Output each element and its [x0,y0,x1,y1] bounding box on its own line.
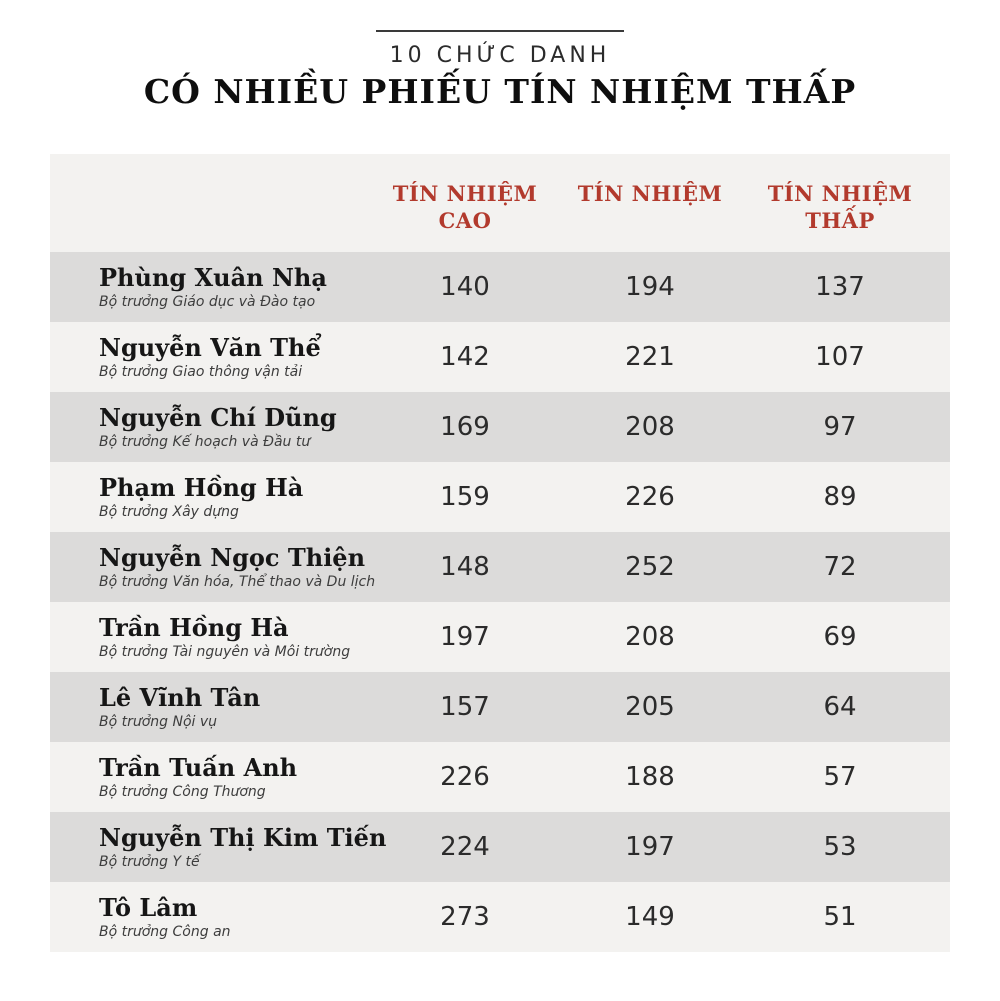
value-tin-nhiem-thap: 72 [823,552,857,582]
value-tin-nhiem-thap: 69 [823,622,857,652]
value-tin-nhiem-cao: 226 [440,762,490,792]
value-tin-nhiem-cao: 197 [440,622,490,652]
value-tin-nhiem-cao: 140 [440,272,490,302]
table-row [50,392,950,462]
value-tin-nhiem-thap: 51 [823,902,857,932]
header-label: TÍN NHIỆM [577,181,723,206]
value-tin-nhiem-thap: 107 [815,342,865,372]
value-tin-nhiem-thap: 89 [823,482,857,512]
value-tin-nhiem-cao: 273 [440,902,490,932]
value-tin-nhiem-thap: 64 [823,692,857,722]
value-tin-nhiem: 208 [625,412,675,442]
table-header-row [50,154,950,252]
person-role: Bộ trưởng Giao thông vận tải [99,363,303,380]
title-divider [376,30,624,32]
person-cell [50,474,360,520]
table-row [50,742,950,812]
person-role: Bộ trưởng Công an [99,923,231,940]
value-tin-nhiem-thap: 57 [823,762,857,792]
person-role: Bộ trưởng Kế hoạch và Đầu tư [99,433,311,450]
table-row [50,462,950,532]
confidence-vote-table [50,154,950,952]
header-tin-nhiem-cao [360,154,570,235]
person-cell [50,614,360,660]
value-tin-nhiem: 208 [625,622,675,652]
table-row [50,602,950,672]
table-row [50,672,950,742]
person-role: Bộ trưởng Y tế [99,853,200,870]
person-cell [50,823,387,870]
value-tin-nhiem-cao: 159 [440,482,490,512]
person-name: Lê Vĩnh Tân [99,683,261,713]
person-name: Nguyễn Ngọc Thiện [99,543,366,573]
value-tin-nhiem-cao: 169 [440,412,490,442]
person-cell [50,264,360,310]
person-role: Bộ trưởng Văn hóa, Thể thao và Du lịch [99,573,376,590]
person-cell [50,894,360,940]
value-tin-nhiem-cao: 157 [440,692,490,722]
value-tin-nhiem-thap: 53 [823,832,857,862]
title-eyebrow: 10 CHỨC DANH [389,43,611,68]
table-row [50,812,950,882]
person-cell [50,334,360,380]
person-role: Bộ trưởng Công Thương [99,783,266,800]
table-row [50,252,950,322]
person-role: Bộ trưởng Xây dựng [99,503,239,520]
table-row [50,882,950,952]
value-tin-nhiem: 226 [625,482,675,512]
value-tin-nhiem: 197 [625,832,675,862]
person-name: Nguyễn Chí Dũng [99,403,337,433]
person-name: Nguyễn Văn Thể [99,333,321,363]
value-tin-nhiem: 221 [625,342,675,372]
person-name: Trần Tuấn Anh [99,753,298,783]
value-tin-nhiem: 194 [625,272,675,302]
title-block [0,0,1000,111]
value-tin-nhiem-cao: 224 [440,832,490,862]
value-tin-nhiem: 252 [625,552,675,582]
header-label: TÍN NHIỆM THẤP [767,181,913,234]
person-role: Bộ trưởng Nội vụ [99,713,218,730]
person-name: Tô Lâm [99,893,198,923]
value-tin-nhiem-cao: 142 [440,342,490,372]
header-name-column [50,154,360,180]
person-name: Phạm Hồng Hà [99,473,304,503]
page-title: CÓ NHIỀU PHIẾU TÍN NHIỆM THẤP [143,72,857,111]
person-cell [50,684,360,730]
value-tin-nhiem: 149 [625,902,675,932]
value-tin-nhiem-cao: 148 [440,552,490,582]
header-tin-nhiem [570,154,730,207]
header-label: TÍN NHIỆM CAO [392,181,538,234]
value-tin-nhiem-thap: 137 [815,272,865,302]
person-cell [50,404,360,450]
person-role: Bộ trưởng Tài nguyên và Môi trường [99,643,351,660]
person-name: Phùng Xuân Nhạ [99,263,327,293]
person-role: Bộ trưởng Giáo dục và Đào tạo [99,293,316,310]
value-tin-nhiem: 205 [625,692,675,722]
person-cell [50,754,360,800]
person-cell [50,543,376,590]
person-name: Trần Hồng Hà [99,613,289,643]
value-tin-nhiem: 188 [625,762,675,792]
table-row [50,532,950,602]
person-name: Nguyễn Thị Kim Tiến [99,823,387,853]
table-row [50,322,950,392]
header-tin-nhiem-thap [730,154,950,235]
value-tin-nhiem-thap: 97 [823,412,857,442]
